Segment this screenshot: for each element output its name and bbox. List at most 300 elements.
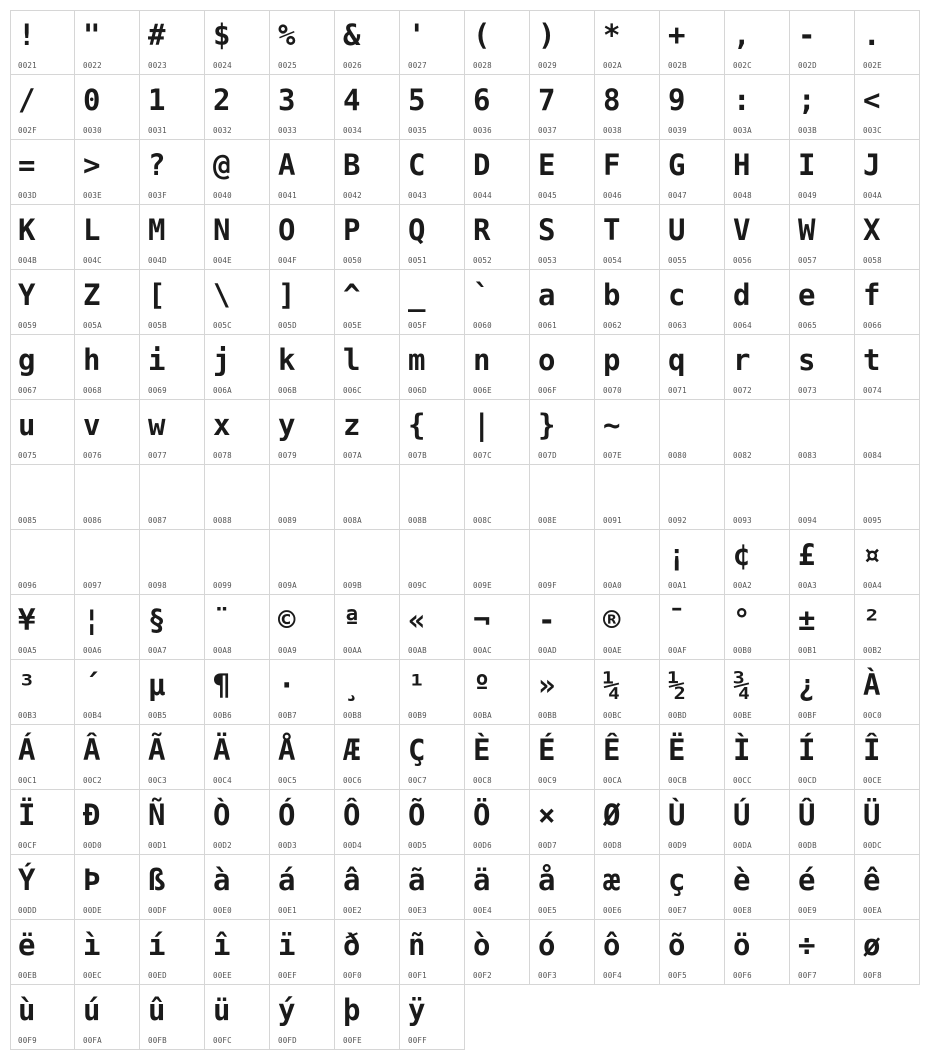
glyph-cell[interactable] — [10, 530, 75, 595]
glyph-cell[interactable] — [10, 335, 75, 400]
glyph-cell[interactable] — [75, 790, 140, 855]
glyph-char: ^ — [343, 278, 361, 312]
glyph-code-label: 00BF — [798, 711, 817, 720]
glyph-cell[interactable] — [270, 985, 335, 1050]
glyph-cell[interactable] — [205, 855, 270, 920]
glyph-cell[interactable] — [10, 75, 75, 140]
glyph-cell[interactable] — [530, 75, 595, 140]
glyph-cell[interactable] — [335, 10, 400, 75]
glyph-cell[interactable] — [400, 530, 465, 595]
glyph-cell[interactable] — [270, 465, 335, 530]
glyph-code-label: 00F5 — [668, 971, 687, 980]
glyph-cell[interactable] — [530, 790, 595, 855]
glyph-code-label: 005E — [343, 321, 362, 330]
glyph-code-label: 004D — [148, 256, 167, 265]
glyph-cell[interactable] — [400, 855, 465, 920]
glyph-cell[interactable] — [140, 595, 205, 660]
glyph-cell[interactable] — [530, 335, 595, 400]
glyph-cell[interactable] — [75, 335, 140, 400]
glyph-cell[interactable] — [790, 920, 855, 985]
glyph-cell[interactable] — [660, 725, 725, 790]
glyph-cell[interactable] — [855, 270, 920, 335]
glyph-cell[interactable] — [400, 725, 465, 790]
glyph-cell[interactable] — [595, 400, 660, 465]
glyph-cell[interactable] — [400, 140, 465, 205]
glyph-char: ¥ — [18, 603, 36, 637]
glyph-code-label: 0039 — [668, 126, 687, 135]
glyph-cell[interactable] — [725, 465, 790, 530]
glyph-cell[interactable] — [140, 465, 205, 530]
glyph-char: ü — [213, 993, 231, 1027]
glyph-cell[interactable] — [400, 10, 465, 75]
glyph-cell[interactable] — [660, 465, 725, 530]
glyph-cell[interactable] — [335, 595, 400, 660]
glyph-cell[interactable] — [205, 530, 270, 595]
glyph-cell[interactable] — [465, 790, 530, 855]
glyph-cell[interactable] — [855, 530, 920, 595]
glyph-code-label: 002F — [18, 126, 37, 135]
glyph-cell[interactable] — [335, 725, 400, 790]
glyph-cell[interactable] — [335, 855, 400, 920]
glyph-cell[interactable] — [140, 205, 205, 270]
glyph-cell[interactable] — [400, 270, 465, 335]
glyph-cell[interactable] — [790, 400, 855, 465]
glyph-code-label: 0030 — [83, 126, 102, 135]
glyph-char: Y — [18, 278, 36, 312]
glyph-cell[interactable] — [790, 790, 855, 855]
glyph-cell[interactable] — [140, 400, 205, 465]
glyph-cell[interactable] — [335, 140, 400, 205]
glyph-char — [343, 469, 393, 511]
glyph-code-label: 00A4 — [863, 581, 882, 590]
glyph-char — [213, 469, 263, 511]
glyph-cell[interactable] — [75, 400, 140, 465]
glyph-cell[interactable] — [75, 465, 140, 530]
glyph-code-label: 0050 — [343, 256, 362, 265]
glyph-cell[interactable] — [790, 140, 855, 205]
glyph-cell[interactable] — [335, 400, 400, 465]
glyph-code-label: 00E7 — [668, 906, 687, 915]
glyph-cell[interactable] — [725, 335, 790, 400]
glyph-cell[interactable] — [660, 400, 725, 465]
glyph-cell[interactable] — [660, 855, 725, 920]
glyph-cell[interactable] — [790, 10, 855, 75]
glyph-cell[interactable] — [10, 855, 75, 920]
glyph-cell[interactable] — [855, 595, 920, 660]
glyph-code-label: 00B7 — [278, 711, 297, 720]
glyph-cell[interactable] — [595, 725, 660, 790]
glyph-cell[interactable] — [205, 10, 270, 75]
glyph-cell[interactable] — [790, 75, 855, 140]
glyph-cell[interactable] — [790, 660, 855, 725]
glyph-char: ³ — [18, 668, 36, 702]
glyph-char: M — [148, 213, 166, 247]
glyph-cell[interactable] — [205, 595, 270, 660]
glyph-code-label: 0088 — [213, 516, 232, 525]
glyph-cell[interactable] — [140, 790, 205, 855]
glyph-cell[interactable] — [335, 660, 400, 725]
glyph-cell[interactable] — [270, 140, 335, 205]
glyph-cell[interactable] — [10, 725, 75, 790]
glyph-cell[interactable] — [530, 855, 595, 920]
glyph-cell[interactable] — [10, 660, 75, 725]
glyph-cell[interactable] — [140, 855, 205, 920]
glyph-char — [148, 534, 198, 576]
glyph-cell[interactable] — [205, 465, 270, 530]
glyph-code-label: 00EA — [863, 906, 882, 915]
glyph-cell[interactable] — [140, 660, 205, 725]
glyph-cell[interactable] — [725, 595, 790, 660]
glyph-cell[interactable] — [335, 75, 400, 140]
glyph-cell[interactable] — [140, 270, 205, 335]
glyph-char: 1 — [148, 83, 166, 117]
glyph-cell[interactable] — [725, 400, 790, 465]
glyph-cell[interactable] — [660, 335, 725, 400]
glyph-cell[interactable] — [660, 595, 725, 660]
glyph-char: » — [538, 668, 556, 702]
glyph-code-label: 002E — [863, 61, 882, 70]
glyph-cell[interactable] — [855, 920, 920, 985]
glyph-cell[interactable] — [660, 920, 725, 985]
glyph-char: ¡ — [668, 538, 686, 572]
glyph-cell[interactable] — [530, 725, 595, 790]
glyph-code-label: 007B — [408, 451, 427, 460]
glyph-cell[interactable] — [530, 205, 595, 270]
glyph-cell[interactable] — [855, 465, 920, 530]
glyph-char: Ä — [213, 733, 231, 767]
glyph-char: ø — [863, 928, 881, 962]
glyph-code-label: 00D7 — [538, 841, 557, 850]
glyph-cell[interactable] — [400, 205, 465, 270]
glyph-cell[interactable] — [205, 985, 270, 1050]
glyph-cell[interactable] — [270, 530, 335, 595]
glyph-code-label: 005D — [278, 321, 297, 330]
glyph-code-label: 0023 — [148, 61, 167, 70]
glyph-cell[interactable] — [270, 335, 335, 400]
glyph-code-label: 0033 — [278, 126, 297, 135]
glyph-cell[interactable] — [75, 985, 140, 1050]
glyph-cell[interactable] — [140, 985, 205, 1050]
glyph-cell[interactable] — [530, 920, 595, 985]
glyph-code-label: 00D1 — [148, 841, 167, 850]
glyph-cell[interactable] — [790, 205, 855, 270]
glyph-code-label: 00D8 — [603, 841, 622, 850]
glyph-cell[interactable] — [140, 530, 205, 595]
glyph-cell[interactable] — [140, 725, 205, 790]
glyph-char: « — [408, 603, 426, 637]
glyph-cell[interactable] — [270, 920, 335, 985]
glyph-cell[interactable] — [790, 595, 855, 660]
glyph-cell[interactable] — [205, 660, 270, 725]
glyph-cell[interactable] — [790, 530, 855, 595]
glyph-cell[interactable] — [595, 10, 660, 75]
glyph-cell[interactable] — [140, 10, 205, 75]
glyph-cell[interactable] — [595, 790, 660, 855]
glyph-cell[interactable] — [270, 75, 335, 140]
glyph-char: p — [603, 343, 621, 377]
glyph-cell[interactable] — [10, 920, 75, 985]
glyph-cell[interactable] — [725, 205, 790, 270]
glyph-cell[interactable] — [725, 725, 790, 790]
glyph-cell[interactable] — [725, 75, 790, 140]
glyph-cell[interactable] — [660, 270, 725, 335]
glyph-code-label: 0028 — [473, 61, 492, 70]
glyph-cell[interactable] — [400, 790, 465, 855]
glyph-cell[interactable] — [75, 920, 140, 985]
glyph-char: L — [83, 213, 101, 247]
glyph-char — [603, 469, 653, 511]
glyph-cell[interactable] — [790, 335, 855, 400]
glyph-cell[interactable] — [75, 595, 140, 660]
glyph-cell[interactable] — [660, 660, 725, 725]
glyph-cell[interactable] — [465, 205, 530, 270]
glyph-cell[interactable] — [855, 10, 920, 75]
glyph-cell[interactable] — [75, 660, 140, 725]
glyph-code-label: 0034 — [343, 126, 362, 135]
glyph-cell[interactable] — [790, 270, 855, 335]
glyph-char — [343, 534, 393, 576]
glyph-cell[interactable] — [465, 660, 530, 725]
glyph-cell[interactable] — [660, 530, 725, 595]
glyph-cell[interactable] — [855, 855, 920, 920]
glyph-cell[interactable] — [725, 660, 790, 725]
glyph-cell[interactable] — [10, 140, 75, 205]
glyph-cell[interactable] — [465, 400, 530, 465]
glyph-cell[interactable] — [400, 75, 465, 140]
glyph-cell[interactable] — [75, 75, 140, 140]
glyph-code-label: 005A — [83, 321, 102, 330]
glyph-cell[interactable] — [75, 855, 140, 920]
glyph-char: ' — [408, 18, 426, 52]
glyph-cell[interactable] — [270, 595, 335, 660]
glyph-cell[interactable] — [855, 140, 920, 205]
glyph-char: 9 — [668, 83, 686, 117]
glyph-char: + — [668, 18, 686, 52]
glyph-cell[interactable] — [205, 270, 270, 335]
glyph-cell[interactable] — [205, 400, 270, 465]
glyph-cell[interactable] — [140, 920, 205, 985]
glyph-cell[interactable] — [205, 725, 270, 790]
glyph-cell[interactable] — [75, 530, 140, 595]
glyph-cell[interactable] — [595, 270, 660, 335]
glyph-cell[interactable] — [140, 335, 205, 400]
glyph-cell[interactable] — [270, 400, 335, 465]
glyph-cell[interactable] — [790, 465, 855, 530]
glyph-cell[interactable] — [725, 530, 790, 595]
glyph-char: c — [668, 278, 686, 312]
glyph-cell[interactable] — [335, 530, 400, 595]
glyph-char: í — [148, 928, 166, 962]
glyph-cell[interactable] — [335, 465, 400, 530]
glyph-code-label: 007C — [473, 451, 492, 460]
glyph-code-label: 00AC — [473, 646, 492, 655]
glyph-char: Ã — [148, 733, 166, 767]
glyph-cell[interactable] — [660, 790, 725, 855]
glyph-cell[interactable] — [595, 855, 660, 920]
glyph-cell[interactable] — [205, 920, 270, 985]
glyph-cell[interactable] — [465, 140, 530, 205]
glyph-cell[interactable] — [75, 10, 140, 75]
glyph-char: Z — [83, 278, 101, 312]
glyph-cell[interactable] — [465, 10, 530, 75]
glyph-cell[interactable] — [530, 595, 595, 660]
glyph-cell[interactable] — [465, 335, 530, 400]
glyph-cell[interactable] — [465, 855, 530, 920]
glyph-cell[interactable] — [725, 270, 790, 335]
glyph-cell[interactable] — [270, 10, 335, 75]
glyph-cell[interactable] — [400, 400, 465, 465]
glyph-cell[interactable] — [205, 75, 270, 140]
glyph-cell[interactable] — [530, 660, 595, 725]
glyph-char: Î — [863, 733, 881, 767]
glyph-cell[interactable] — [660, 75, 725, 140]
glyph-cell[interactable] — [270, 660, 335, 725]
glyph-cell[interactable] — [595, 205, 660, 270]
glyph-char: 2 — [213, 83, 231, 117]
glyph-cell[interactable] — [855, 205, 920, 270]
glyph-char: & — [343, 18, 361, 52]
glyph-cell[interactable] — [465, 595, 530, 660]
glyph-cell[interactable] — [205, 790, 270, 855]
glyph-cell[interactable] — [855, 400, 920, 465]
glyph-cell[interactable] — [75, 270, 140, 335]
glyph-cell[interactable] — [855, 725, 920, 790]
glyph-char: _ — [408, 278, 426, 312]
glyph-code-label: 00A0 — [603, 581, 622, 590]
glyph-cell[interactable] — [140, 75, 205, 140]
glyph-cell[interactable] — [660, 10, 725, 75]
glyph-cell[interactable] — [855, 335, 920, 400]
glyph-char — [733, 469, 783, 511]
glyph-cell[interactable] — [725, 855, 790, 920]
glyph-cell[interactable] — [270, 855, 335, 920]
glyph-char: X — [863, 213, 881, 247]
glyph-char — [863, 469, 913, 511]
glyph-cell[interactable] — [790, 725, 855, 790]
glyph-cell[interactable] — [530, 530, 595, 595]
glyph-cell[interactable] — [530, 465, 595, 530]
glyph-cell[interactable] — [335, 920, 400, 985]
glyph-cell[interactable] — [725, 920, 790, 985]
glyph-cell[interactable] — [75, 725, 140, 790]
glyph-cell[interactable] — [75, 140, 140, 205]
glyph-cell[interactable] — [790, 855, 855, 920]
glyph-cell[interactable] — [400, 985, 465, 1050]
glyph-cell[interactable] — [75, 205, 140, 270]
glyph-cell[interactable] — [205, 205, 270, 270]
glyph-cell[interactable] — [270, 205, 335, 270]
glyph-cell[interactable] — [465, 725, 530, 790]
glyph-cell[interactable] — [400, 660, 465, 725]
glyph-cell[interactable] — [270, 270, 335, 335]
glyph-code-label: 00A3 — [798, 581, 817, 590]
glyph-cell[interactable] — [465, 75, 530, 140]
glyph-cell[interactable] — [270, 790, 335, 855]
glyph-cell[interactable] — [335, 205, 400, 270]
glyph-code-label: 0051 — [408, 256, 427, 265]
glyph-code-label: 0044 — [473, 191, 492, 200]
glyph-code-label: 00EB — [18, 971, 37, 980]
glyph-cell[interactable] — [595, 530, 660, 595]
glyph-cell[interactable] — [595, 140, 660, 205]
glyph-cell[interactable] — [530, 400, 595, 465]
glyph-char: ä — [473, 863, 491, 897]
glyph-char: a — [538, 278, 556, 312]
glyph-cell[interactable] — [335, 985, 400, 1050]
glyph-cell[interactable] — [660, 140, 725, 205]
glyph-cell[interactable] — [465, 465, 530, 530]
glyph-char: 7 — [538, 83, 556, 117]
glyph-cell[interactable] — [400, 335, 465, 400]
glyph-cell[interactable] — [595, 75, 660, 140]
glyph-cell[interactable] — [140, 140, 205, 205]
glyph-char: ã — [408, 863, 426, 897]
glyph-cell[interactable] — [660, 205, 725, 270]
glyph-cell[interactable] — [10, 985, 75, 1050]
glyph-cell[interactable] — [530, 10, 595, 75]
glyph-cell[interactable] — [335, 335, 400, 400]
glyph-cell[interactable] — [530, 140, 595, 205]
glyph-cell[interactable] — [10, 205, 75, 270]
glyph-cell[interactable] — [465, 270, 530, 335]
glyph-code-label: 0085 — [18, 516, 37, 525]
glyph-char: W — [798, 213, 816, 247]
glyph-cell[interactable] — [530, 270, 595, 335]
glyph-char: Ç — [408, 733, 426, 767]
glyph-cell[interactable] — [400, 920, 465, 985]
glyph-code-label: 003C — [863, 126, 882, 135]
glyph-cell[interactable] — [855, 660, 920, 725]
glyph-cell[interactable] — [205, 140, 270, 205]
glyph-cell[interactable] — [270, 725, 335, 790]
glyph-cell[interactable] — [10, 400, 75, 465]
glyph-cell[interactable] — [335, 790, 400, 855]
glyph-cell[interactable] — [595, 465, 660, 530]
glyph-cell[interactable] — [595, 335, 660, 400]
glyph-char: é — [798, 863, 816, 897]
glyph-cell[interactable] — [335, 270, 400, 335]
glyph-char — [798, 469, 848, 511]
glyph-cell[interactable] — [855, 790, 920, 855]
glyph-cell[interactable] — [10, 10, 75, 75]
glyph-cell[interactable] — [725, 10, 790, 75]
glyph-cell[interactable] — [400, 595, 465, 660]
glyph-cell[interactable] — [10, 465, 75, 530]
glyph-cell[interactable] — [595, 920, 660, 985]
glyph-cell[interactable] — [400, 465, 465, 530]
glyph-cell[interactable] — [465, 920, 530, 985]
glyph-cell[interactable] — [10, 595, 75, 660]
glyph-char: ð — [343, 928, 361, 962]
glyph-cell[interactable] — [10, 790, 75, 855]
glyph-code-label: 0086 — [83, 516, 102, 525]
glyph-char: ² — [863, 603, 881, 637]
glyph-cell[interactable] — [595, 595, 660, 660]
glyph-cell[interactable] — [205, 335, 270, 400]
glyph-char: - — [798, 18, 816, 52]
glyph-char — [733, 404, 783, 446]
glyph-cell[interactable] — [465, 530, 530, 595]
glyph-cell[interactable] — [10, 270, 75, 335]
glyph-cell[interactable] — [725, 790, 790, 855]
glyph-cell[interactable] — [725, 140, 790, 205]
glyph-cell[interactable] — [855, 75, 920, 140]
glyph-char: ú — [83, 993, 101, 1027]
glyph-code-label: 00DF — [148, 906, 167, 915]
glyph-char: V — [733, 213, 751, 247]
glyph-code-label: 006D — [408, 386, 427, 395]
glyph-cell[interactable] — [595, 660, 660, 725]
